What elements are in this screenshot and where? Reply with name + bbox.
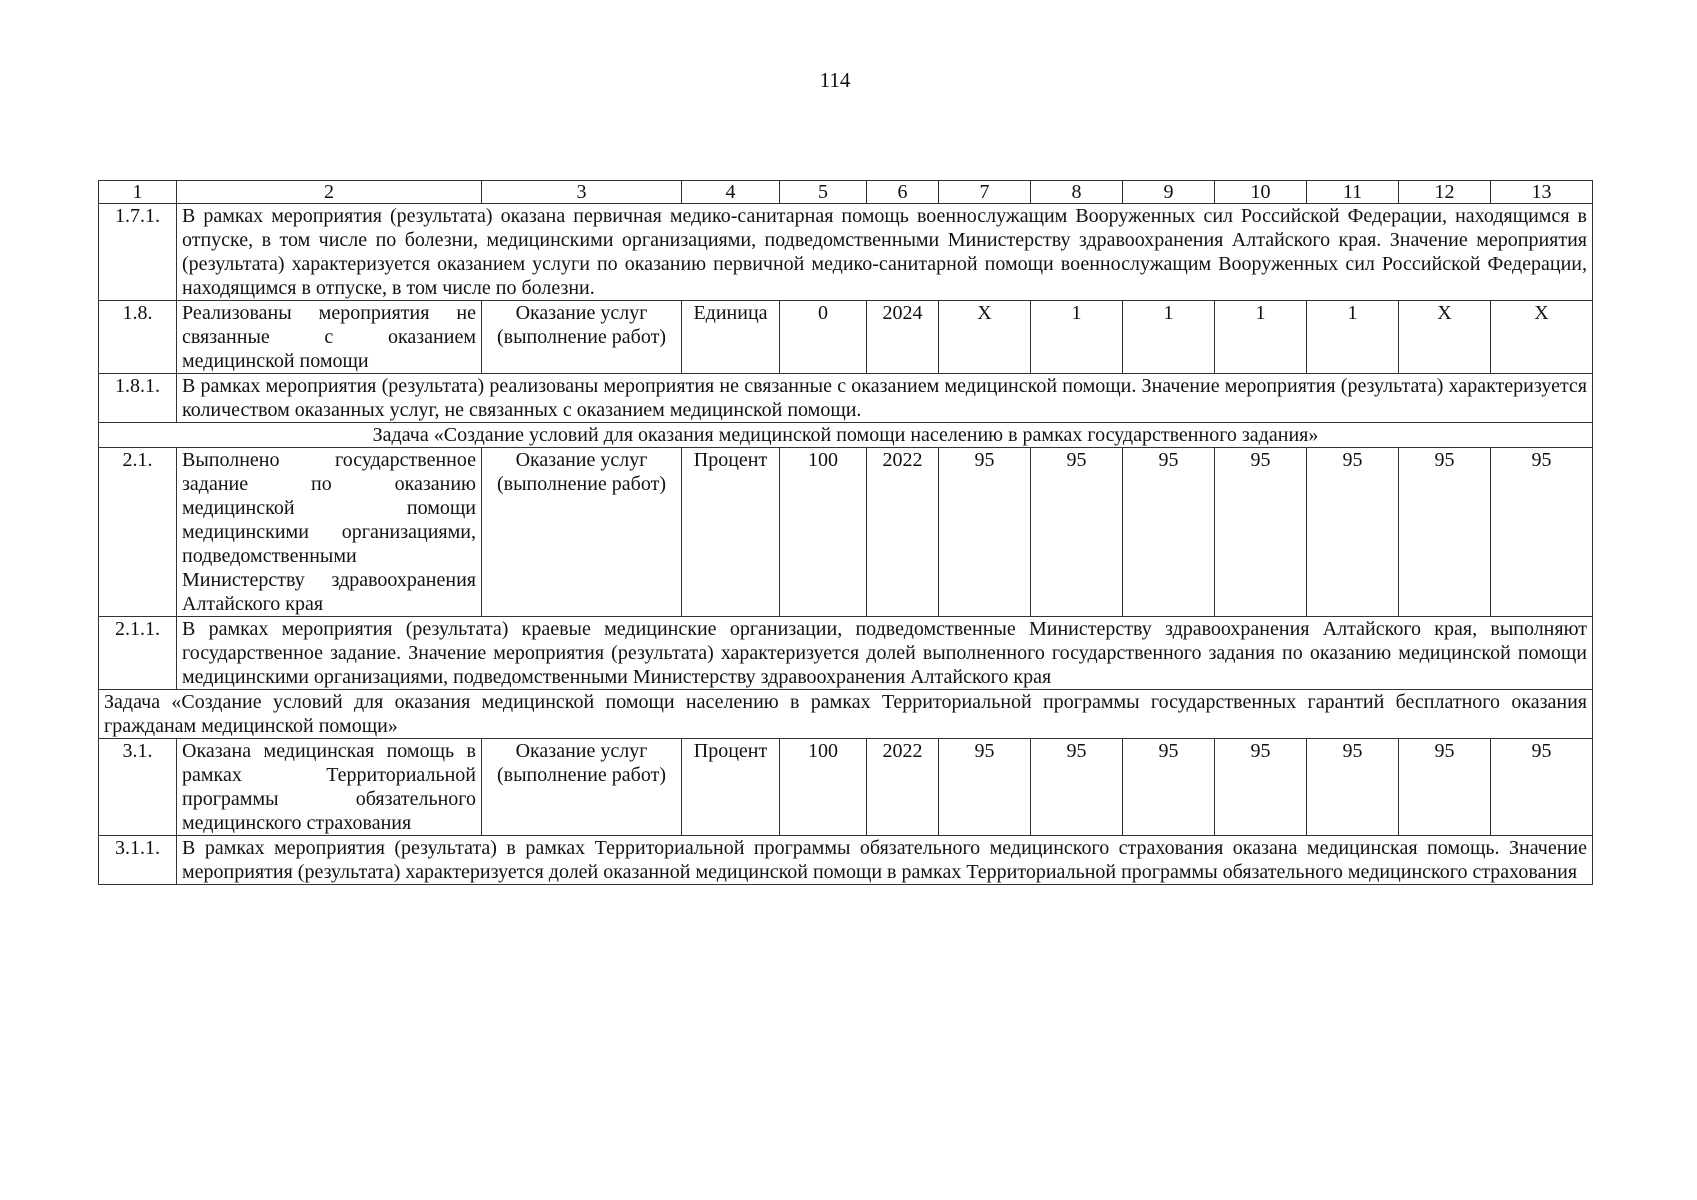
base-value-cell: 0	[780, 301, 867, 374]
table-row	[99, 301, 1593, 374]
row-number: 1.8.	[99, 301, 177, 374]
row-number: 1.8.1.	[99, 374, 177, 423]
task-heading-row	[99, 690, 1593, 739]
value-cell: 95	[1307, 448, 1399, 617]
page-number: 114	[819, 68, 851, 92]
row-number: 2.1.1.	[99, 617, 177, 690]
indicators-table	[98, 180, 1593, 885]
row-number: 1.7.1.	[99, 204, 177, 301]
table-row	[99, 448, 1593, 617]
result-name: Оказана медицинская помощь в рамках Территориальной программы обязательного медицинского страхования	[177, 739, 482, 836]
base-year-cell: 2022	[867, 448, 939, 617]
indicators-table-container	[98, 180, 1592, 885]
value-cell: 95	[1399, 448, 1491, 617]
table-row	[99, 617, 1593, 690]
column-number-cell: 2	[177, 181, 482, 204]
value-cell: 95	[1123, 739, 1215, 836]
value-cell: 95	[1215, 448, 1307, 617]
column-number-cell: 3	[482, 181, 682, 204]
value-cell: 95	[1031, 448, 1123, 617]
value-cell: 95	[1399, 739, 1491, 836]
unit-cell: Процент	[682, 448, 780, 617]
row-number: 3.1.	[99, 739, 177, 836]
task-heading: Задача «Создание условий для оказания медицинской помощи населению в рамках Территориальной программы государственных гарантий бесплатного оказания гражданам медицинской помощи»	[99, 690, 1593, 739]
column-number-row	[99, 181, 1593, 204]
column-number-cell: 11	[1307, 181, 1399, 204]
column-number-cell: 5	[780, 181, 867, 204]
result-type: Оказание услуг (выполнение работ)	[482, 739, 682, 836]
table-row	[99, 836, 1593, 885]
column-number-cell: 6	[867, 181, 939, 204]
unit-cell: Единица	[682, 301, 780, 374]
column-number-cell: 7	[939, 181, 1031, 204]
column-number-cell: 12	[1399, 181, 1491, 204]
value-cell: 95	[1215, 739, 1307, 836]
row-number: 3.1.1.	[99, 836, 177, 885]
row-description: В рамках мероприятия (результата) краевые медицинские организации, подведомственные Министерству здравоохранения Алтайского края, выполняют государственное задание. Значение мероприятия (результата) характеризуется долей выполненного государственного задания по оказанию медицинской помощи медицинскими организациями, подведомственными Министерству здравоохранения Алтайского края	[177, 617, 1593, 690]
column-number-cell: 9	[1123, 181, 1215, 204]
task-heading-row	[99, 423, 1593, 448]
row-description: В рамках мероприятия (результата) реализованы мероприятия не связанные с оказанием медицинской помощи. Значение мероприятия (результата) характеризуется количеством оказанных услуг, не связанных с оказанием медицинской помощи.	[177, 374, 1593, 423]
value-cell: 95	[1491, 448, 1593, 617]
result-name: Выполнено государственное задание по оказанию медицинской помощи медицинскими организациями, подведомственными Министерству здравоохранения Алтайского края	[177, 448, 482, 617]
base-year-cell: 2024	[867, 301, 939, 374]
value-cell: 95	[1031, 739, 1123, 836]
value-cell: 95	[1123, 448, 1215, 617]
column-number-cell: 4	[682, 181, 780, 204]
table-row	[99, 739, 1593, 836]
column-number-cell: 10	[1215, 181, 1307, 204]
row-number: 2.1.	[99, 448, 177, 617]
value-cell: 95	[939, 448, 1031, 617]
base-year-cell: 2022	[867, 739, 939, 836]
row-description: В рамках мероприятия (результата) оказана первичная медико-санитарная помощь военнослужащим Вооруженных сил Российской Федерации, находящимся в отпуске, в том числе по болезни, медицинскими организациями, подведомственными Министерству здравоохранения Алтайского края. Значение мероприятия (результата) характеризуется оказанием услуги по оказанию первичной медико-санитарной помощи военнослужащим Вооруженных сил Российской Федерации, находящимся в отпуске, в том числе по болезни.	[177, 204, 1593, 301]
row-description: В рамках мероприятия (результата) в рамках Территориальной программы обязательного медицинского страхования оказана медицинская помощь. Значение мероприятия (результата) характеризуется долей оказанной медицинской помощи в рамках Территориальной программы обязательного медицинского страхования	[177, 836, 1593, 885]
value-cell: 1	[1307, 301, 1399, 374]
value-cell: 95	[1307, 739, 1399, 836]
table-row	[99, 374, 1593, 423]
column-number-cell: 8	[1031, 181, 1123, 204]
value-cell: X	[939, 301, 1031, 374]
result-type: Оказание услуг (выполнение работ)	[482, 448, 682, 617]
result-name: Реализованы мероприятия не связанные с оказанием медицинской помощи	[177, 301, 482, 374]
base-value-cell: 100	[780, 739, 867, 836]
column-number-cell: 13	[1491, 181, 1593, 204]
value-cell: 95	[1491, 739, 1593, 836]
value-cell: 1	[1123, 301, 1215, 374]
value-cell: 95	[939, 739, 1031, 836]
base-value-cell: 100	[780, 448, 867, 617]
table-row	[99, 204, 1593, 301]
column-number-cell: 1	[99, 181, 177, 204]
unit-cell: Процент	[682, 739, 780, 836]
result-type: Оказание услуг (выполнение работ)	[482, 301, 682, 374]
value-cell: 1	[1215, 301, 1307, 374]
value-cell: X	[1399, 301, 1491, 374]
value-cell: 1	[1031, 301, 1123, 374]
value-cell: X	[1491, 301, 1593, 374]
task-heading: Задача «Создание условий для оказания медицинской помощи населению в рамках государственного задания»	[99, 423, 1593, 448]
